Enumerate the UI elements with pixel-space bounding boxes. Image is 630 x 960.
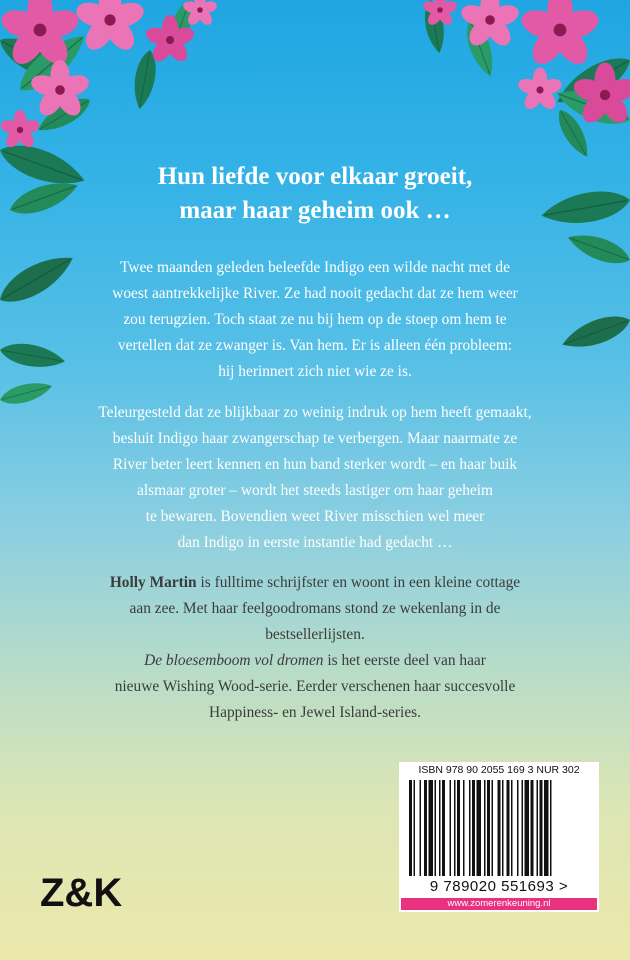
barcode-panel [399, 762, 599, 912]
barcode-bar [537, 780, 539, 876]
publisher-logo-text: Z&K [40, 871, 123, 915]
blurb-line: River beter leert kennen en hun band sterker wordt – en haar buik [112, 456, 518, 473]
blurb-line: dan Indigo in eerste instantie had gedacht … [177, 534, 453, 551]
blurb-line: besluit Indigo haar zwangerschap te verbergen. Maar naarmate ze [112, 430, 518, 447]
barcode-bar [420, 780, 422, 876]
barcode-bar [522, 780, 524, 876]
barcode-bar [484, 780, 486, 876]
barcode-bar [469, 780, 471, 876]
blurb-line: vertellen dat ze zwanger is. Van hem. Er is alleen één probleem: [117, 337, 513, 354]
barcode-bar [507, 780, 510, 876]
barcode-bar [442, 780, 445, 876]
barcode-bar [424, 780, 427, 876]
book-title: De bloesemboom vol dromen [144, 652, 324, 669]
author-bio [80, 570, 550, 726]
barcode-bar [435, 780, 437, 876]
barcode-image [407, 780, 591, 876]
barcode-bar [439, 780, 441, 876]
publisher-url: www.zomerenkeuning.nl [401, 898, 597, 910]
blurb-line: te bewaren. Bovendien weet River misschien wel meer [145, 508, 485, 525]
barcode-bar [472, 780, 475, 876]
barcode-bar [477, 780, 482, 876]
barcode-number: 9 789020 551693 > [429, 878, 569, 895]
barcode-bar [487, 780, 490, 876]
tagline-line-1: Hun liefde voor elkaar groeit, [157, 163, 473, 190]
blurb-paragraph-2 [80, 400, 550, 556]
blurb-paragraph-1 [80, 255, 550, 385]
barcode-bar [498, 780, 501, 876]
barcode-bar [457, 780, 460, 876]
left-blossoms [0, 0, 218, 150]
bio-text: is fulltime schrijfster en woont in een kleine cottage [196, 574, 521, 591]
author-name: Holly Martin [109, 574, 197, 591]
barcode-bar [429, 780, 434, 876]
blurb-line: alsmaar groter – wordt het steeds lastiger om haar geheim [137, 482, 493, 499]
barcode-bar [414, 780, 416, 876]
barcode-bar [450, 780, 452, 876]
right-blossoms [422, 0, 630, 127]
blurb-line: Teleurgesteld dat ze blijkbaar zo weinig indruk op hem heeft gemaakt, [98, 404, 532, 421]
blurb-line: woest aantrekkelijke River. Ze had nooit gedacht dat ze hem weer [112, 285, 518, 302]
isbn-label: ISBN 978 90 2055 169 3 NUR 302 [418, 764, 580, 776]
barcode-bar [502, 780, 504, 876]
barcode-bar [525, 780, 530, 876]
bio-text: aan zee. Met haar feelgoodromans stond ze wekenlang in de [129, 600, 501, 617]
blurb-line: zou terugzien. Toch staat ze nu bij hem op de stoep om hem te [123, 311, 507, 328]
barcode-bar [511, 780, 513, 876]
barcode-bar [540, 780, 543, 876]
bio-text: Happiness- en Jewel Island-series. [209, 704, 421, 721]
barcode-bar [463, 780, 465, 876]
barcode-bar [517, 780, 519, 876]
bio-text: nieuwe Wishing Wood-serie. Eerder verschenen haar succesvolle [114, 678, 516, 695]
barcode-bar [550, 780, 552, 876]
barcode-bar [544, 780, 549, 876]
blurb-line: hij herinnert zich niet wie ze is. [218, 363, 412, 380]
barcode-bar [531, 780, 534, 876]
barcode-bar [454, 780, 456, 876]
bio-text: bestsellerlijsten. [265, 626, 365, 643]
tagline-line-2: maar haar geheim ook … [179, 197, 451, 224]
barcode-bar [409, 780, 412, 876]
barcode-bar [492, 780, 494, 876]
publisher-logo [40, 866, 160, 916]
bio-text: is het eerste deel van haar [323, 652, 486, 669]
blurb-line: Twee maanden geleden beleefde Indigo een wilde nacht met de [120, 259, 510, 276]
